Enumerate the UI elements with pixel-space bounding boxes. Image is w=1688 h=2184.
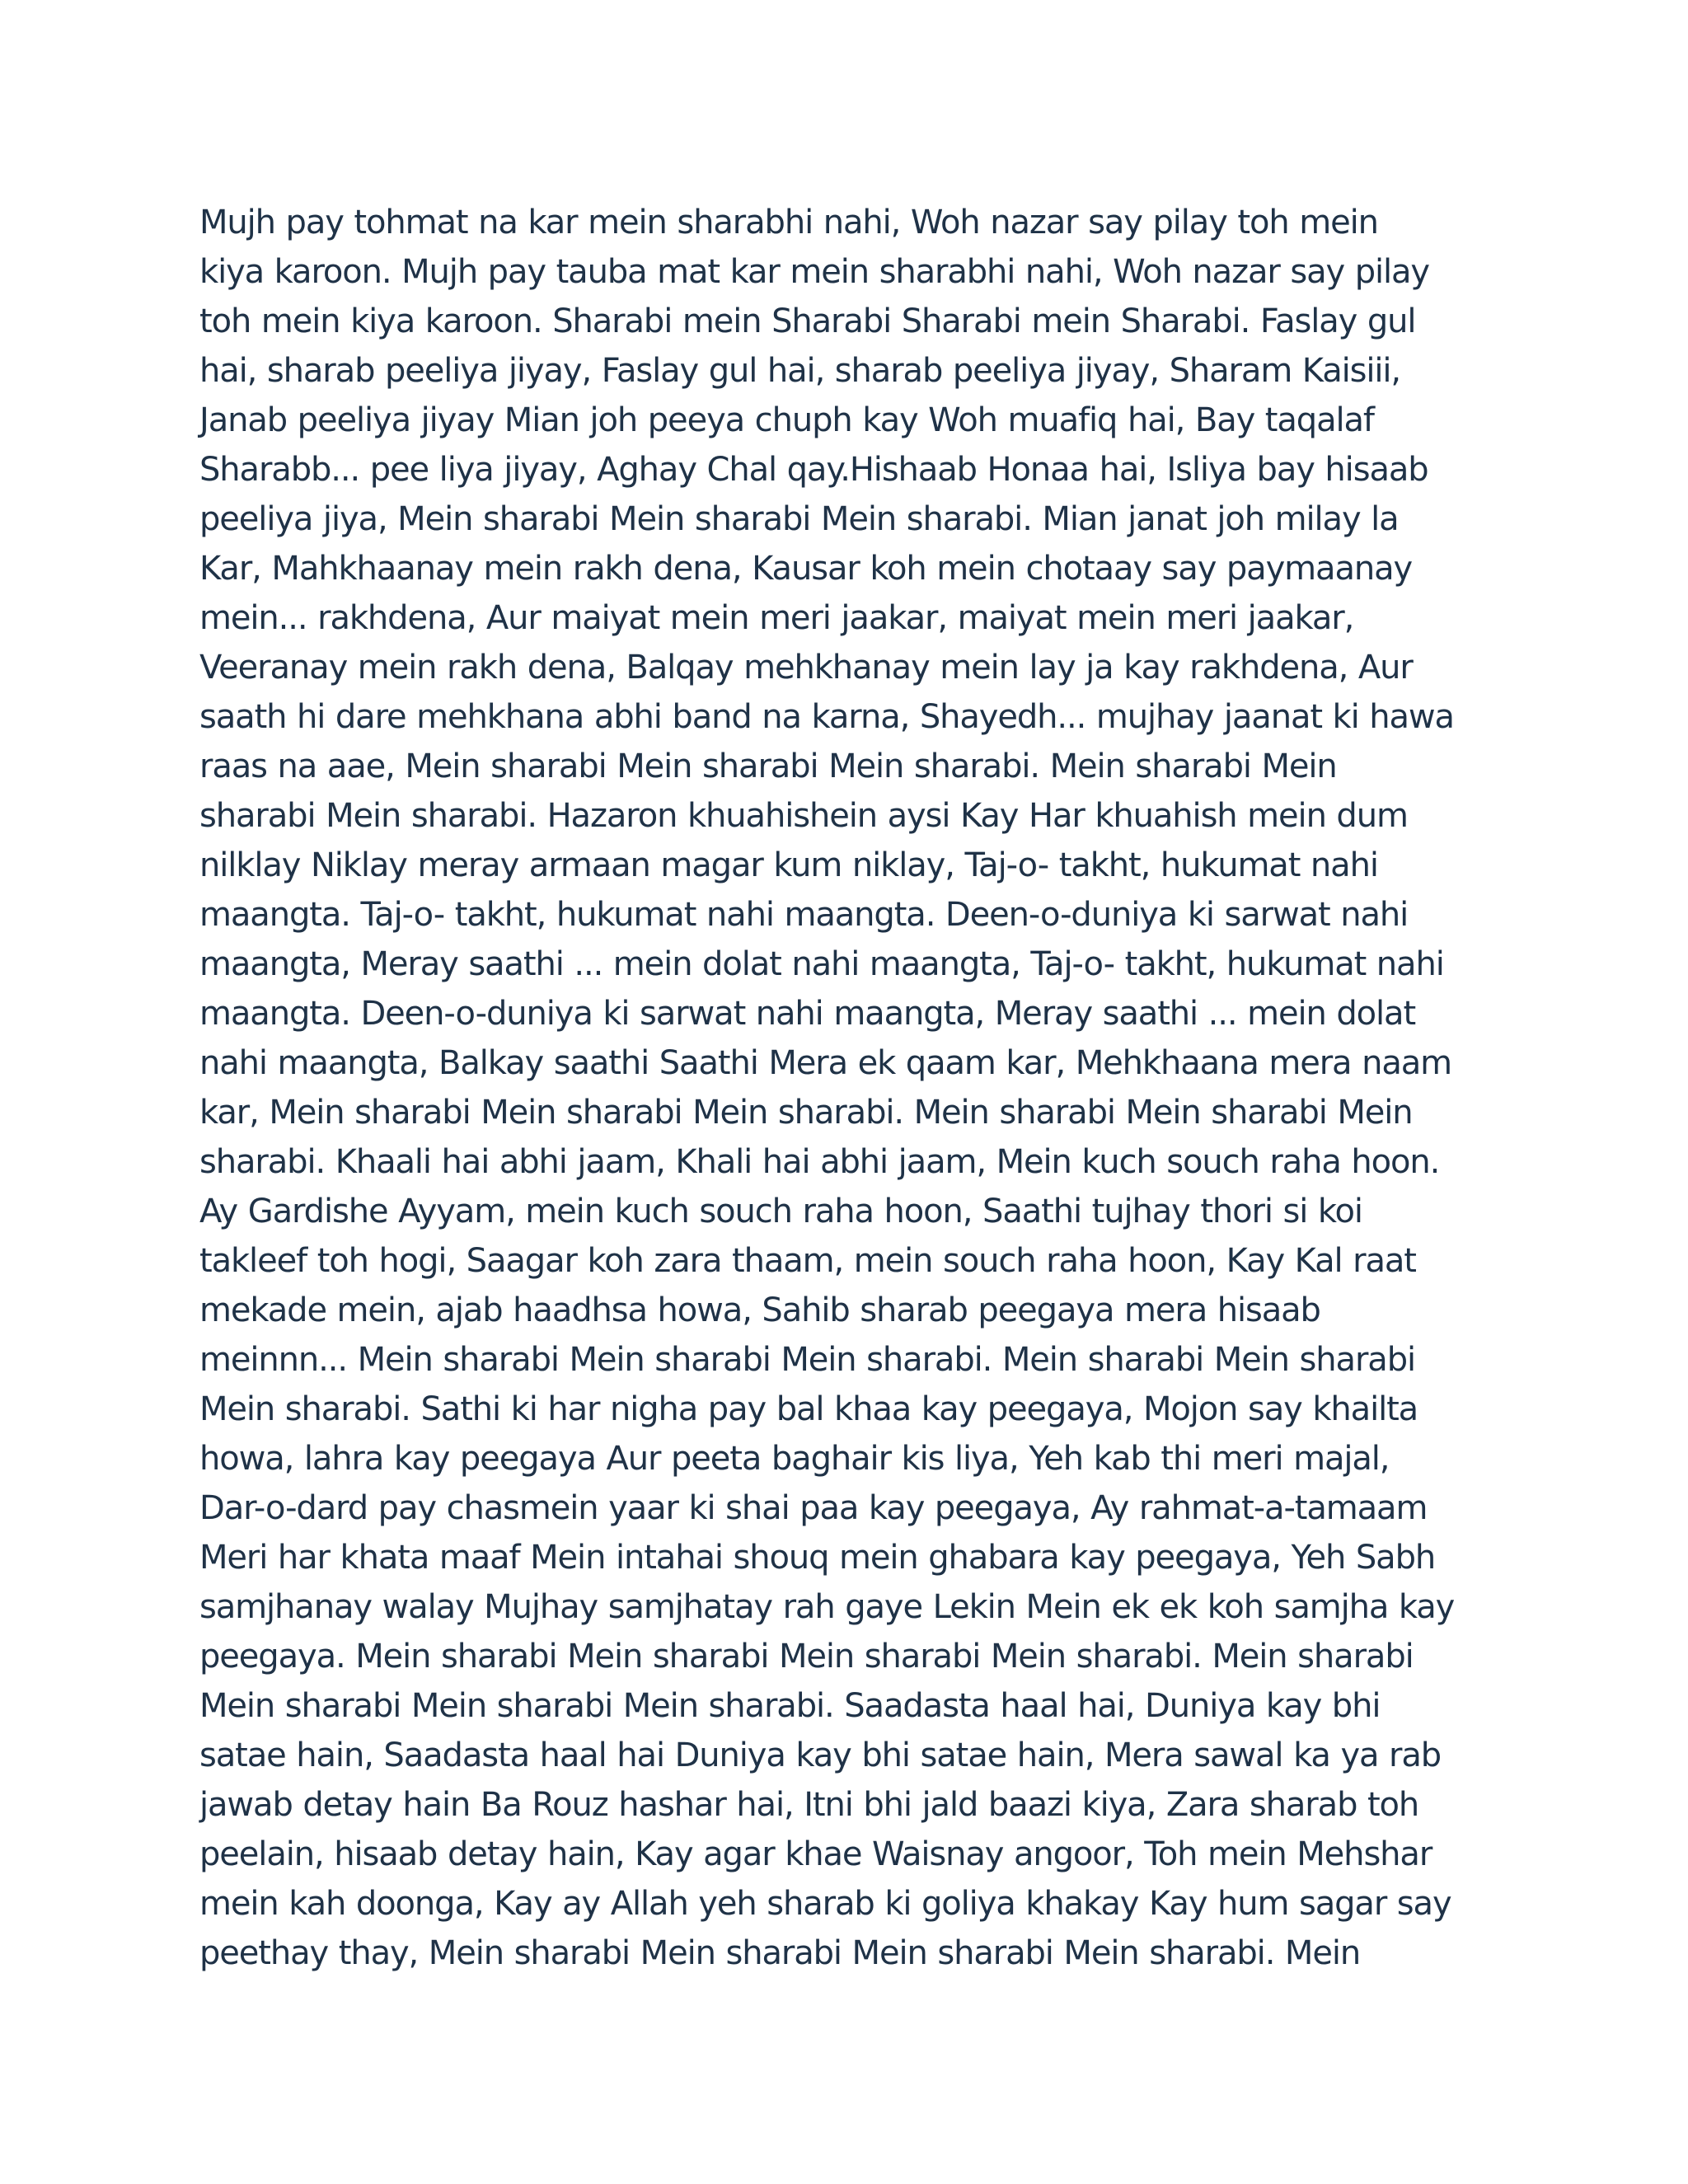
text-line: maangta, Meray saathi ... mein dolat nahi maangta, Taj-o- takht, hukumat nahi: [199, 945, 1444, 983]
text-line: Dar-o-dard pay chasmein yaar ki shai paa kay peegaya, Ay rahmat-a-tamaam: [199, 1489, 1428, 1527]
text-line: Mein sharabi Mein sharabi Mein sharabi. Saadasta haal hai, Duniya kay bhi: [199, 1687, 1381, 1725]
text-line: Kar, Mahkhaanay mein rakh dena, Kausar koh mein chotaay say paymaanay: [199, 550, 1413, 588]
text-line: samjhanay walay Mujhay samjhatay rah gaye Lekin Mein ek ek koh samjha kay: [199, 1588, 1455, 1626]
text-line: sharabi. Khaali hai abhi jaam, Khali hai abhi jaam, Mein kuch souch raha hoon.: [199, 1143, 1440, 1181]
text-line: maangta. Taj-o- takht, hukumat nahi maangta. Deen-o-duniya ki sarwat nahi: [199, 896, 1409, 934]
text-line: Janab peeliya jiyay Mian joh peeya chuph kay Woh muafiq hai, Bay taqalaf: [199, 401, 1374, 439]
text-line: mekade mein, ajab haadhsa howa, Sahib sharab peegaya mera hisaab: [199, 1291, 1320, 1329]
text-line: howa, lahra kay peegaya Aur peeta baghair kis liya, Yeh kab thi meri majal,: [199, 1440, 1390, 1478]
text-line: peegaya. Mein sharabi Mein sharabi Mein sharabi Mein sharabi. Mein sharabi: [199, 1638, 1414, 1675]
text-line: hai, sharab peeliya jiyay, Faslay gul hai, sharab peeliya jiyay, Sharam Kaisiii,: [199, 352, 1401, 390]
text-line: maangta. Deen-o-duniya ki sarwat nahi maangta, Meray saathi ... mein dolat: [199, 995, 1416, 1033]
text-line: saath hi dare mehkhana abhi band na karna, Shayedh... mujhay jaanat ki hawa: [199, 698, 1454, 736]
text-line: Mujh pay tohmat na kar mein sharabhi nahi, Woh nazar say pilay toh mein: [199, 204, 1378, 241]
text-line: raas na aae, Mein sharabi Mein sharabi Mein sharabi. Mein sharabi Mein: [199, 748, 1337, 785]
text-line: takleef toh hogi, Saagar koh zara thaam, mein souch raha hoon, Kay Kal raat: [199, 1242, 1416, 1280]
text-line: Sharabb... pee liya jiyay, Aghay Chal qay.Hishaab Honaa hai, Isliya bay hisaab: [199, 451, 1428, 489]
text-line: meinnn... Mein sharabi Mein sharabi Mein sharabi. Mein sharabi Mein sharabi: [199, 1341, 1416, 1379]
text-line: nilklay Niklay meray armaan magar kum niklay, Taj-o- takht, hukumat nahi: [199, 846, 1378, 884]
text-line: peethay thay, Mein sharabi Mein sharabi Mein sharabi Mein sharabi. Mein: [199, 1934, 1361, 1972]
body-paragraph: [199, 198, 1492, 1978]
text-line: mein... rakhdena, Aur maiyat mein meri jaakar, maiyat mein meri jaakar,: [199, 599, 1354, 637]
text-line: kar, Mein sharabi Mein sharabi Mein sharabi. Mein sharabi Mein sharabi Mein: [199, 1094, 1413, 1132]
text-line: nahi maangta, Balkay saathi Saathi Mera ek qaam kar, Mehkhaana mera naam: [199, 1044, 1452, 1082]
text-line: satae hain, Saadasta haal hai Duniya kay bhi satae hain, Mera sawal ka ya rab: [199, 1736, 1442, 1774]
text-line: Meri har khata maaf Mein intahai shouq mein ghabara kay peegaya, Yeh Sabh: [199, 1539, 1436, 1577]
text-line: mein kah doonga, Kay ay Allah yeh sharab ki goliya khakay Kay hum sagar say: [199, 1885, 1451, 1923]
text-line: sharabi Mein sharabi. Hazaron khuahishein aysi Kay Har khuahish mein dum: [199, 797, 1408, 835]
text-line: Veeranay mein rakh dena, Balqay mehkhanay mein lay ja kay rakhdena, Aur: [199, 649, 1413, 687]
text-line: peeliya jiya, Mein sharabi Mein sharabi Mein sharabi. Mian janat joh milay la: [199, 500, 1399, 538]
text-line: kiya karoon. Mujh pay tauba mat kar mein sharabhi nahi, Woh nazar say pilay: [199, 253, 1430, 291]
text-line: peelain, hisaab detay hain, Kay agar khae Waisnay angoor, Toh mein Mehshar: [199, 1835, 1432, 1873]
text-line: jawab detay hain Ba Rouz hashar hai, Itni bhi jald baazi kiya, Zara sharab toh: [199, 1786, 1419, 1824]
text-line: toh mein kiya karoon. Sharabi mein Sharabi Sharabi mein Sharabi. Faslay gul: [199, 302, 1416, 340]
text-line: Ay Gardishe Ayyam, mein kuch souch raha hoon, Saathi tujhay thori si koi: [199, 1193, 1362, 1230]
text-line: Mein sharabi. Sathi ki har nigha pay bal khaa kay peegaya, Mojon say khailta: [199, 1390, 1418, 1428]
